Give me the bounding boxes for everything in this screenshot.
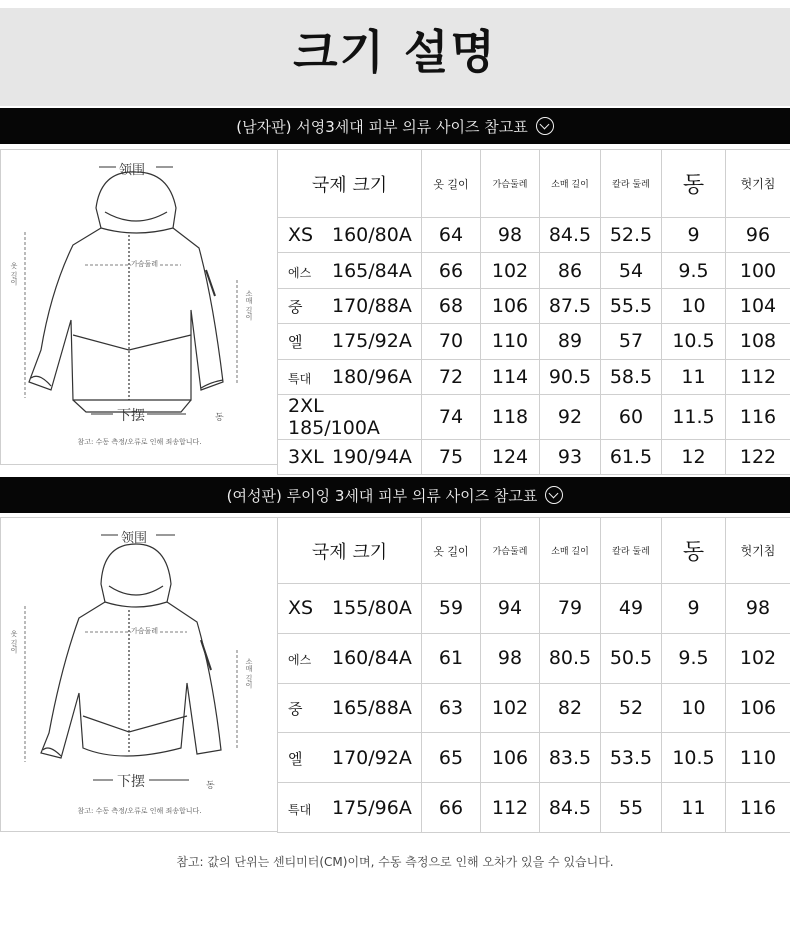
size-body: 170/92A [332, 746, 412, 769]
table-cell: 63 [422, 683, 481, 733]
sleeve-label: 소매 길이 [245, 290, 253, 321]
hem-label: 下摆 [117, 408, 145, 424]
table-row [278, 783, 790, 833]
size-cell [278, 394, 422, 439]
size-body: 165/84A [332, 259, 412, 282]
table-cell: 12 [662, 439, 726, 474]
table-cell: 72 [422, 359, 481, 394]
table-cell: 82 [540, 683, 601, 733]
table-cell: 55.5 [601, 288, 662, 323]
size-body: 155/80A [332, 597, 412, 620]
table-cell: 57 [601, 324, 662, 359]
size-cell [278, 288, 422, 323]
table-row [278, 733, 790, 783]
table-row [278, 439, 790, 474]
col-header: 옷 길이 [422, 150, 481, 218]
col-header: 소매 길이 [540, 150, 601, 218]
table-cell: 92 [540, 394, 601, 439]
table-cell: 68 [422, 288, 481, 323]
table-cell: 98 [481, 218, 540, 253]
hem-label: 下摆 [117, 774, 145, 790]
size-body: 175/96A [332, 796, 412, 819]
size-body: 160/80A [332, 224, 412, 247]
size-code: 중 [288, 699, 303, 718]
table-cell: 59 [422, 584, 481, 634]
chest-label: 가슴둘레 [131, 627, 159, 635]
size-body: 185/100A [288, 416, 380, 439]
women-section-title-row [0, 485, 790, 506]
table-cell: 10 [662, 683, 726, 733]
table-cell: 86 [540, 253, 601, 288]
table-cell: 122 [726, 439, 790, 474]
size-body: 180/96A [332, 365, 412, 388]
diagram-note: 참고: 수동 측정/오류로 인해 죄송합니다. [77, 438, 202, 446]
table-row [278, 683, 790, 733]
col-header: 옷 길이 [422, 518, 481, 584]
col-header: 국제 크기 [278, 150, 422, 218]
table-cell: 84.5 [540, 218, 601, 253]
table-cell: 89 [540, 324, 601, 359]
col-header: 동 [662, 518, 726, 584]
size-body: 165/88A [332, 696, 412, 719]
men-size-table [277, 149, 790, 475]
table-row [278, 253, 790, 288]
table-cell: 83.5 [540, 733, 601, 783]
table-cell: 106 [726, 683, 790, 733]
table-cell: 9.5 [662, 633, 726, 683]
size-cell [278, 218, 422, 253]
table-cell: 116 [726, 783, 790, 833]
table-cell: 52 [601, 683, 662, 733]
table-cell: 50.5 [601, 633, 662, 683]
size-code: XS [288, 224, 314, 247]
table-cell: 70 [422, 324, 481, 359]
table-cell: 93 [540, 439, 601, 474]
women-jacket-diagram [0, 517, 277, 832]
size-cell [278, 324, 422, 359]
footnote: 참고: 값의 단위는 센티미터(CM)이며, 수동 측정으로 인해 오차가 있을 수 있습니다. [176, 855, 614, 869]
table-cell: 64 [422, 218, 481, 253]
col-header: 헛기침 [726, 150, 790, 218]
size-cell [278, 783, 422, 833]
size-body: 175/92A [332, 330, 412, 353]
table-cell: 112 [726, 359, 790, 394]
table-cell: 9.5 [662, 253, 726, 288]
table-cell: 110 [726, 733, 790, 783]
table-cell: 118 [481, 394, 540, 439]
diagram-note: 참고: 수동 측정/오류로 인해 죄송합니다. [77, 807, 202, 815]
table-cell: 11.5 [662, 394, 726, 439]
page-title: 크기 설명 [293, 25, 497, 79]
chevron-down-icon[interactable] [536, 117, 554, 135]
table-header-row [278, 518, 790, 584]
table-cell: 116 [726, 394, 790, 439]
chest-label: 가슴둘레 [131, 260, 159, 268]
body-label: 동 [215, 413, 224, 423]
size-code: 2XL [288, 394, 324, 417]
table-cell: 66 [422, 253, 481, 288]
table-cell: 94 [481, 584, 540, 634]
size-body: 190/94A [332, 446, 412, 469]
table-cell: 10.5 [662, 324, 726, 359]
size-code: XS [288, 597, 314, 620]
table-cell: 108 [726, 324, 790, 359]
table-header-row [278, 150, 790, 218]
table-cell: 10.5 [662, 733, 726, 783]
table-row [278, 359, 790, 394]
table-cell: 102 [481, 253, 540, 288]
table-row [278, 633, 790, 683]
size-code: 엘 [288, 749, 303, 768]
men-jacket-diagram [0, 149, 277, 465]
table-cell: 114 [481, 359, 540, 394]
size-code: 에스 [288, 265, 312, 280]
chevron-down-icon[interactable] [545, 486, 563, 504]
table-cell: 9 [662, 218, 726, 253]
table-cell: 49 [601, 584, 662, 634]
women-section-bar [0, 477, 790, 513]
col-header: 동 [662, 150, 726, 218]
table-cell: 61.5 [601, 439, 662, 474]
table-row [278, 324, 790, 359]
table-cell: 112 [481, 783, 540, 833]
table-cell: 110 [481, 324, 540, 359]
table-cell: 124 [481, 439, 540, 474]
table-cell: 11 [662, 783, 726, 833]
table-cell: 9 [662, 584, 726, 634]
table-cell: 65 [422, 733, 481, 783]
table-row [278, 288, 790, 323]
col-header: 국제 크기 [278, 518, 422, 584]
table-cell: 66 [422, 783, 481, 833]
col-header: 헛기침 [726, 518, 790, 584]
length-label: 옷 길이 [10, 262, 18, 286]
size-cell [278, 439, 422, 474]
size-cell [278, 253, 422, 288]
table-row [278, 218, 790, 253]
table-cell: 102 [726, 633, 790, 683]
size-body: 160/84A [332, 647, 412, 670]
collar-label: 领围 [121, 531, 148, 546]
col-header: 가슴둘레 [481, 150, 540, 218]
table-cell: 87.5 [540, 288, 601, 323]
table-cell: 60 [601, 394, 662, 439]
table-cell: 61 [422, 633, 481, 683]
table-cell: 53.5 [601, 733, 662, 783]
size-code: 특대 [288, 371, 312, 386]
size-code: 특대 [288, 802, 312, 817]
men-section-bar [0, 108, 790, 144]
women-size-table [277, 517, 790, 833]
size-code: 3XL [288, 446, 324, 469]
size-code: 에스 [288, 653, 312, 668]
table-cell: 55 [601, 783, 662, 833]
col-header: 칼라 둘레 [601, 150, 662, 218]
men-section-title-row [0, 116, 790, 137]
table-cell: 75 [422, 439, 481, 474]
table-cell: 104 [726, 288, 790, 323]
body-label: 동 [206, 781, 215, 791]
size-cell [278, 584, 422, 634]
table-cell: 100 [726, 253, 790, 288]
table-cell: 52.5 [601, 218, 662, 253]
size-body: 170/88A [332, 294, 412, 317]
table-cell: 58.5 [601, 359, 662, 394]
table-cell: 74 [422, 394, 481, 439]
size-cell [278, 359, 422, 394]
table-row [278, 394, 790, 439]
size-code: 엘 [288, 333, 303, 352]
col-header: 가슴둘레 [481, 518, 540, 584]
col-header: 소매 길이 [540, 518, 601, 584]
size-code: 중 [288, 297, 303, 316]
table-row [278, 584, 790, 634]
table-cell: 106 [481, 288, 540, 323]
table-cell: 10 [662, 288, 726, 323]
table-cell: 11 [662, 359, 726, 394]
table-cell: 102 [481, 683, 540, 733]
table-cell: 54 [601, 253, 662, 288]
table-cell: 90.5 [540, 359, 601, 394]
table-cell: 79 [540, 584, 601, 634]
col-header: 칼라 둘레 [601, 518, 662, 584]
size-cell [278, 733, 422, 783]
table-cell: 106 [481, 733, 540, 783]
table-cell: 98 [726, 584, 790, 634]
length-label: 옷 길이 [10, 630, 18, 654]
sleeve-label: 소매 길이 [245, 658, 253, 689]
women-section-title: (여성판) 루이잉 3세대 피부 의류 사이즈 참고표 [226, 487, 538, 505]
size-cell [278, 683, 422, 733]
table-cell: 96 [726, 218, 790, 253]
collar-label: 领围 [119, 163, 146, 178]
men-section-title: (남자판) 서영3세대 피부 의류 사이즈 참고표 [236, 118, 528, 136]
table-cell: 84.5 [540, 783, 601, 833]
table-cell: 98 [481, 633, 540, 683]
table-cell: 80.5 [540, 633, 601, 683]
size-cell [278, 633, 422, 683]
